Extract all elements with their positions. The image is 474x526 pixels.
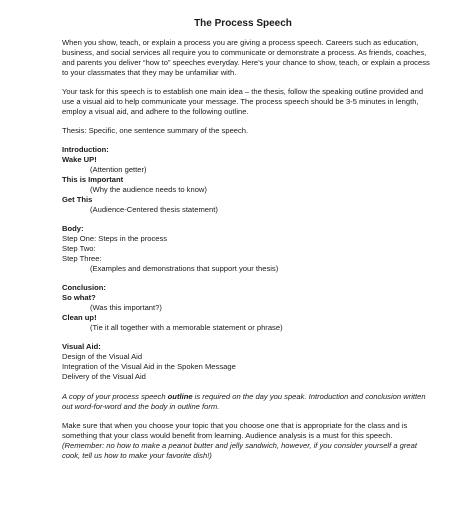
body-step: Step One: Steps in the process	[62, 234, 168, 243]
conclusion-heading: Conclusion:	[62, 283, 106, 292]
body-step: Step Two:	[62, 244, 96, 253]
intro-paragraph: When you show, teach, or explain a process you are giving a process speech. Careers such as education, business, and social services all require you to communicate or demonstrate a process. As friends, coaches, and parents you deliver “how to” speeches everyday. Here’s your chance to show, teach, or explain a process to your classmates that they may be unfamiliar with.	[62, 38, 430, 77]
closing-paragraph	[62, 421, 434, 461]
introduction-heading: Introduction:	[62, 145, 109, 154]
task-paragraph: Your task for this speech is to establish one main idea – the thesis, follow the speaking outline provided and use a visual aid to help communicate your message. The process speech should be 3-5 minutes in length, employ a visual aid, and adhere to the following outline.	[62, 87, 424, 116]
visual-aid-item: Design of the Visual Aid	[62, 352, 143, 361]
conclusion-item-label: So what?	[62, 293, 96, 302]
intro-item-label: This is Important	[62, 175, 124, 184]
body-section	[62, 224, 434, 274]
intro-item-note: (Why the audience needs to know)	[90, 185, 207, 194]
intro-item-note: (Audience-Centered thesis statement)	[90, 205, 218, 214]
copy-note-text: is required on the day you speak. Introduction and conclusion written out word-for-word and the body in outline form.	[62, 392, 426, 411]
copy-note-paragraph	[62, 392, 434, 412]
body-note: (Examples and demonstrations that support your thesis)	[90, 264, 279, 273]
closing-text: Make sure that when you choose your topic that you choose one that is appropriate for the class and is something that your class would benefit from learning. Audience analysis is a must for this speech.	[62, 421, 408, 440]
copy-note-emphasis: outline	[167, 392, 193, 401]
visual-aid-section	[62, 342, 434, 382]
conclusion-item-note: (Tie it all together with a memorable statement or phrase)	[90, 323, 283, 332]
conclusion-item-label: Clean up!	[62, 313, 97, 322]
intro-item-label: Wake UP!	[62, 155, 97, 164]
visual-aid-heading: Visual Aid:	[62, 342, 101, 351]
thesis-line: Thesis: Specific, one sentence summary of the speech.	[62, 126, 249, 135]
closing-remember: (Remember: no how to make a peanut butter and jelly sandwich, however, if you consider yourself a great cook, tell us how to make your favorite dish!)	[62, 441, 417, 460]
conclusion-item-note: (Was this important?)	[90, 303, 162, 312]
intro-item-note: (Attention getter)	[90, 165, 147, 174]
body-heading: Body:	[62, 224, 84, 233]
copy-note-text: A copy of your process speech	[62, 392, 168, 401]
body-step: Step Three:	[62, 254, 102, 263]
introduction-section	[62, 145, 434, 215]
conclusion-section	[62, 283, 434, 333]
document-title: The Process Speech	[194, 18, 292, 29]
visual-aid-item: Integration of the Visual Aid in the Spoken Message	[62, 362, 236, 371]
visual-aid-item: Delivery of the Visual Aid	[62, 372, 146, 381]
intro-item-label: Get This	[62, 195, 93, 204]
